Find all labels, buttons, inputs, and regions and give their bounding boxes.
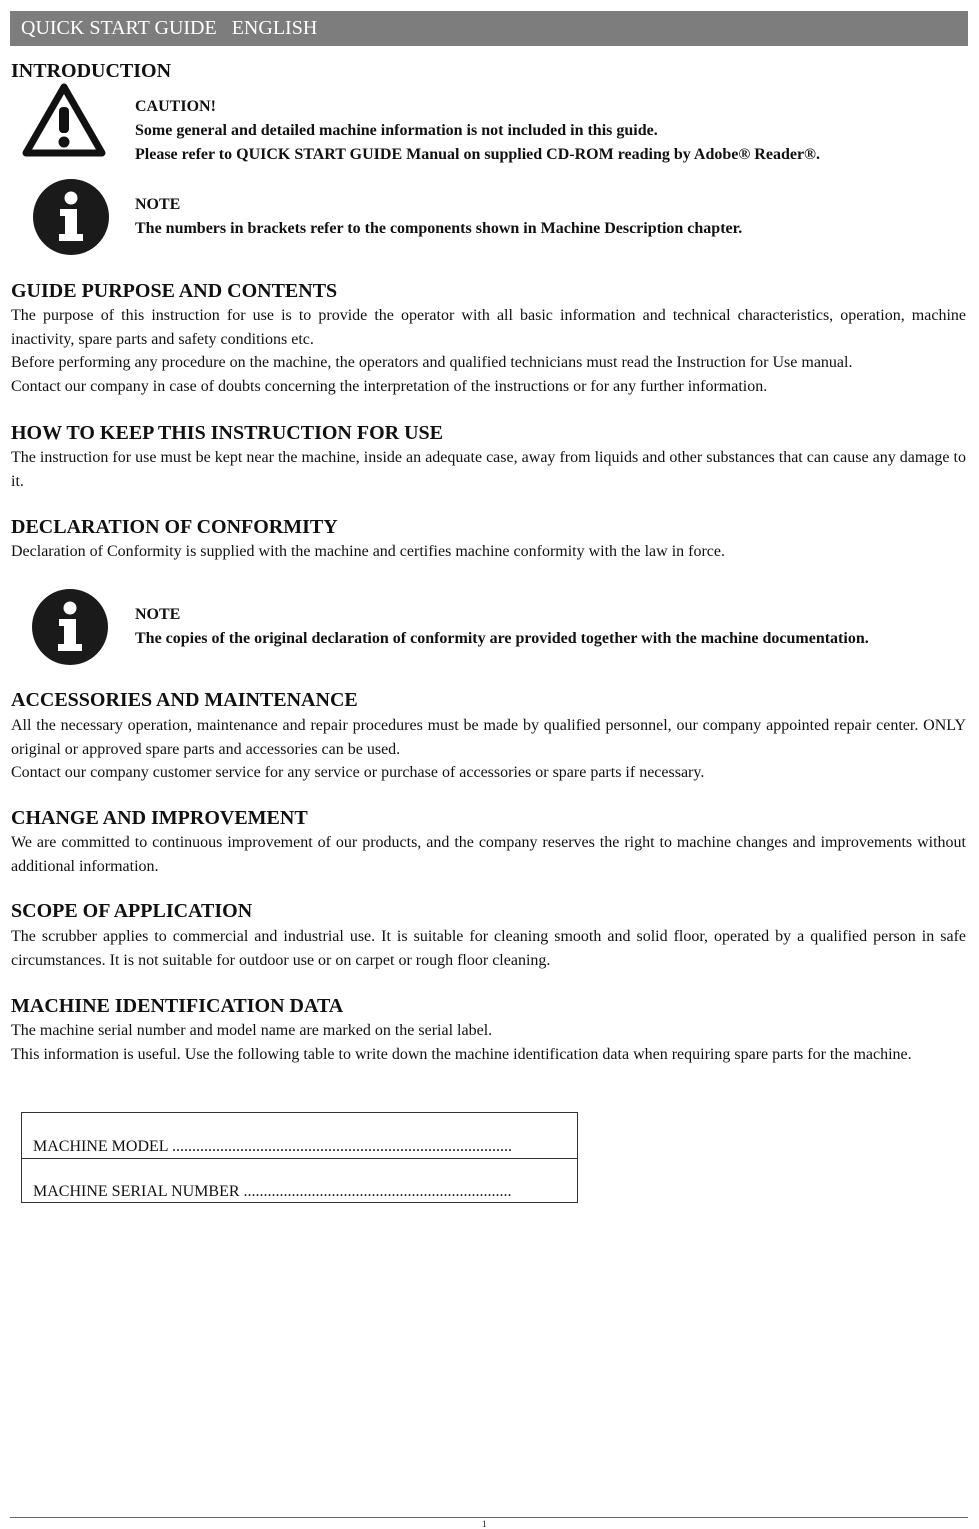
page-number: 1 — [482, 1519, 487, 1529]
machine-model-field: MACHINE MODEL ..................................................................................... — [33, 1138, 512, 1155]
accessories-body — [11, 714, 966, 785]
accessories-para-1: All the necessary operation, maintenance and repair procedures must be made by qualified personnel, our company appointed repair center. ONLY original or approved spare parts and accessories can be used. — [11, 717, 966, 758]
scope-para-1: The scrubber applies to commercial and industrial use. It is suitable for cleaning smooth and solid floor, operated by a qualified person in safe circumstances. It is not suitable for outdoor use or on carpet or rough floor cleaning. — [11, 928, 966, 969]
change-heading: CHANGE AND IMPROVEMENT — [11, 807, 308, 829]
declaration-body — [11, 540, 966, 564]
guide-purpose-para-2: Before performing any procedure on the machine, the operators and qualified technicians must read the Instruction for Use manual. — [11, 354, 853, 371]
guide-title: QUICK START GUIDE — [21, 17, 217, 39]
declaration-heading: DECLARATION OF CONFORMITY — [11, 516, 338, 538]
note-title: NOTE — [135, 196, 181, 213]
how-to-keep-heading: HOW TO KEEP THIS INSTRUCTION FOR USE — [11, 422, 443, 444]
declaration-note — [135, 603, 869, 651]
footer-divider — [10, 1517, 968, 1518]
caution-notice — [135, 95, 820, 167]
guide-purpose-para-1: The purpose of this instruction for use is to provide the operator with all basic information and technical characteristics, operation, machine inactivity, spare parts and safety conditions etc. — [11, 307, 966, 348]
caution-line-2: Please refer to QUICK START GUIDE Manual on supplied CD-ROM reading by Adobe® Reader®. — [135, 146, 821, 163]
guide-purpose-heading: GUIDE PURPOSE AND CONTENTS — [11, 280, 338, 302]
machine-id-heading: MACHINE IDENTIFICATION DATA — [11, 995, 344, 1017]
machine-serial-row — [22, 1158, 577, 1203]
machine-id-para-2: This information is useful. Use the following table to write down the machine identification data when requiring spare parts for the machine. — [11, 1045, 912, 1063]
machine-model-row — [22, 1113, 577, 1159]
change-body — [11, 831, 966, 878]
guide-purpose-body — [11, 304, 966, 398]
declaration-para-1: Declaration of Conformity is supplied with the machine and certifies machine conformity with the law in force. — [11, 543, 726, 560]
machine-serial-field: MACHINE SERIAL NUMBER ................................................................... — [33, 1183, 512, 1200]
how-to-keep-para-1: The instruction for use must be kept near the machine, inside an adequate case, away from liquids and other substances that can cause any damage to it. — [11, 449, 966, 490]
caution-line-1: Some general and detailed machine information is not included in this guide. — [135, 122, 658, 139]
note-text: The numbers in brackets refer to the components shown in Machine Description chapter. — [135, 220, 743, 237]
intro-note — [135, 193, 742, 241]
accessories-para-2: Contact our company customer service for any service or purchase of accessories or spare parts if necessary. — [11, 764, 705, 781]
info-icon — [32, 178, 110, 256]
scope-body — [11, 925, 966, 972]
machine-id-para-1: The machine serial number and model name are marked on the serial label. — [11, 1022, 493, 1039]
introduction-heading: INTRODUCTION — [11, 60, 172, 82]
guide-purpose-para-3: Contact our company in case of doubts concerning the interpretation of the instructions or for any further information. — [11, 377, 768, 395]
machine-id-body — [11, 1019, 966, 1066]
machine-id-table — [21, 1112, 578, 1203]
scope-heading: SCOPE OF APPLICATION — [11, 900, 253, 922]
guide-language: ENGLISH — [231, 17, 318, 39]
warning-icon — [22, 83, 106, 157]
caution-title: CAUTION! — [135, 98, 216, 115]
title-banner — [10, 11, 968, 46]
declaration-note-text: The copies of the original declaration of conformity are provided together with the machine documentation. — [135, 630, 869, 647]
change-para-1: We are committed to continuous improvement of our products, and the company reserves the right to machine changes and improvements without additional information. — [11, 834, 966, 875]
accessories-heading: ACCESSORIES AND MAINTENANCE — [11, 689, 358, 711]
info-icon — [31, 588, 109, 666]
how-to-keep-body — [11, 446, 966, 493]
declaration-note-title: NOTE — [135, 606, 181, 623]
